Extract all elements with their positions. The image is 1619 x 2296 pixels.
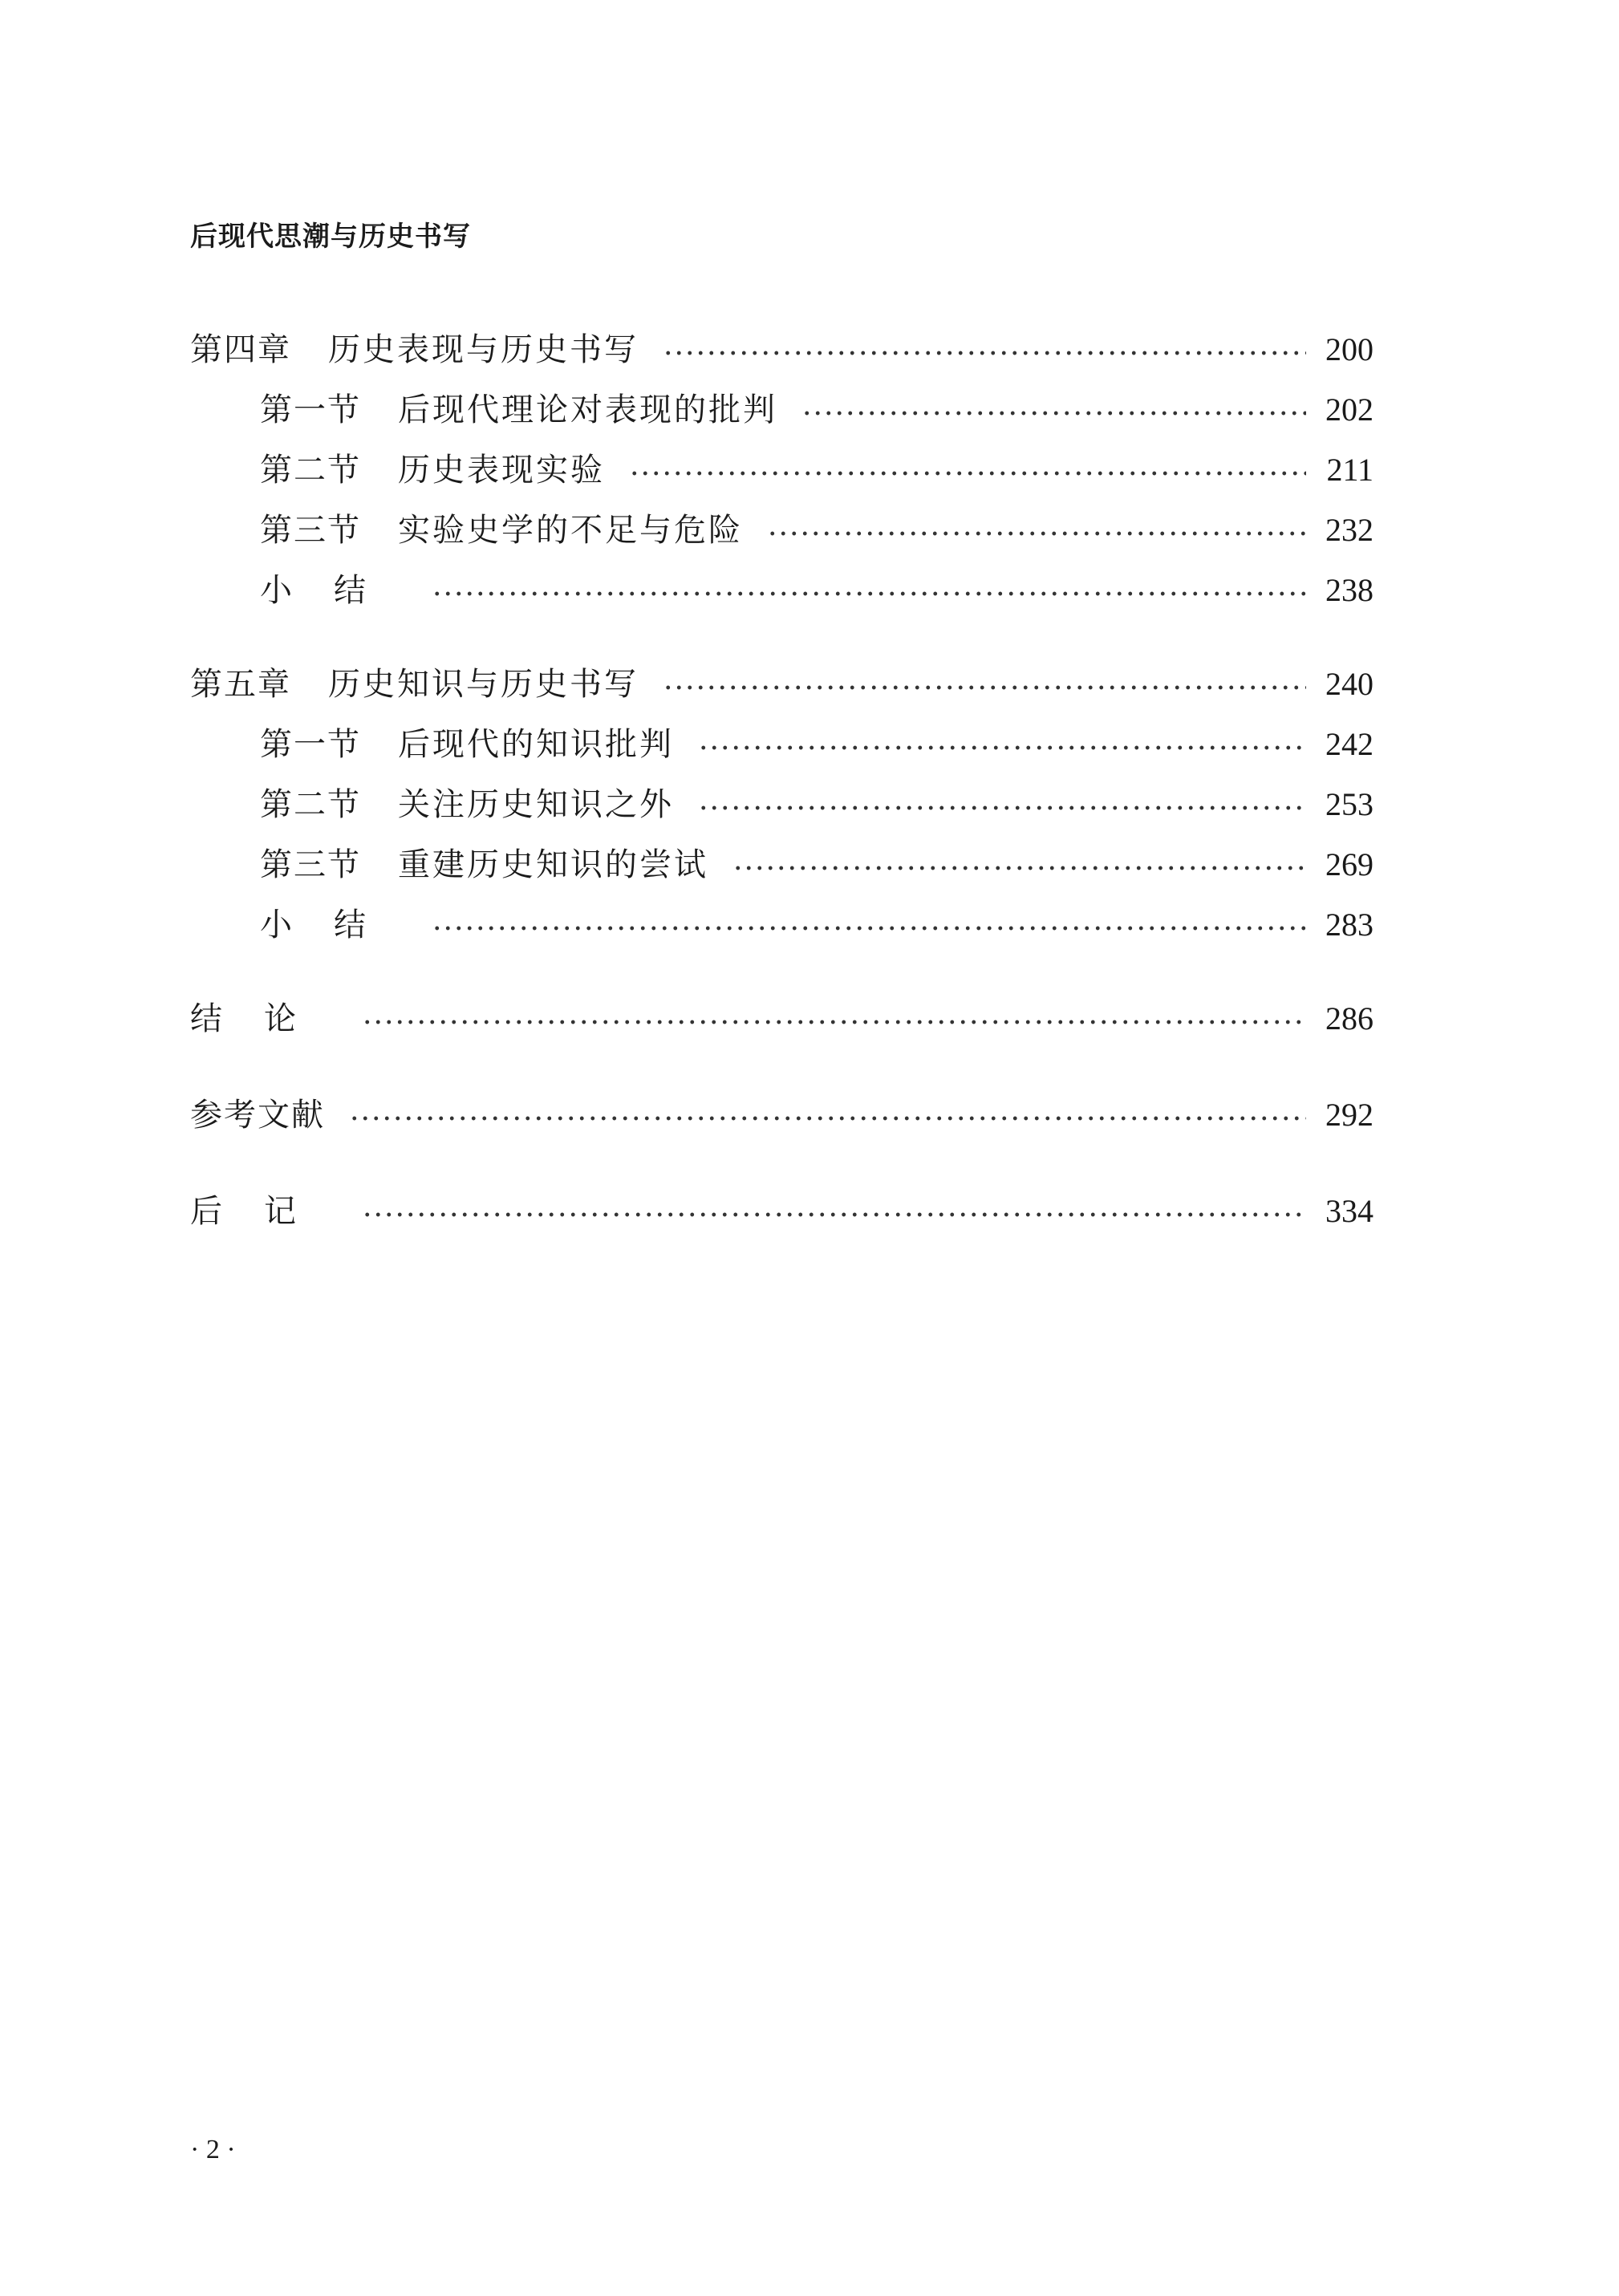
- toc-label: 参考文献: [190, 1097, 325, 1134]
- toc-label: 第五章: [190, 666, 291, 703]
- toc-page-number: 253: [1325, 786, 1374, 822]
- dot-leader: [732, 842, 1306, 887]
- toc-title: 重建历史知识的尝试: [398, 846, 708, 883]
- toc-entry-references[interactable]: [190, 1093, 1374, 1138]
- dot-leader: [362, 1189, 1306, 1234]
- dot-leader: [362, 996, 1306, 1041]
- toc-title: 历史表现与历史书写: [328, 331, 639, 368]
- dot-leader: [801, 387, 1306, 432]
- toc-label: 结论: [190, 1000, 338, 1037]
- toc-page-number: 211: [1326, 452, 1374, 488]
- toc-entry-section[interactable]: [260, 448, 1374, 493]
- toc-entry-chapter-4[interactable]: [190, 327, 1374, 372]
- toc-label: 小结: [260, 907, 408, 943]
- toc-entry-summary[interactable]: [260, 903, 1374, 947]
- toc-label: 后记: [190, 1193, 338, 1230]
- toc-title: 历史表现实验: [398, 452, 605, 489]
- dot-leader: [663, 662, 1306, 707]
- toc-page-number: 283: [1325, 907, 1374, 943]
- toc-title: 历史知识与历史书写: [328, 666, 639, 703]
- toc-title: 实验史学的不足与危险: [398, 512, 743, 549]
- toc-entry-chapter-5[interactable]: [190, 662, 1374, 707]
- toc-title: 后现代的知识批判: [398, 726, 674, 763]
- toc-entry-section[interactable]: [260, 508, 1374, 553]
- toc-page-number: 292: [1325, 1097, 1374, 1133]
- running-head: 后现代思潮与历史书写: [190, 221, 471, 253]
- toc-page-number: 238: [1325, 572, 1374, 608]
- dot-leader: [629, 448, 1306, 493]
- dot-leader: [349, 1093, 1306, 1138]
- toc-page-number: 200: [1325, 331, 1374, 367]
- toc-page-number: 269: [1325, 846, 1374, 882]
- toc-label: 小结: [260, 572, 408, 609]
- page-number-footer: · 2 ·: [190, 2135, 236, 2164]
- dot-leader: [698, 722, 1306, 767]
- toc-label: 第一节: [260, 726, 361, 763]
- toc-label: 第一节: [260, 391, 361, 428]
- dot-leader: [432, 903, 1306, 947]
- toc-label: 第二节: [260, 786, 361, 823]
- toc-label: 第四章: [190, 331, 291, 368]
- toc-entry-section[interactable]: [260, 722, 1374, 767]
- toc-label: 第三节: [260, 512, 361, 549]
- toc-label: 第二节: [260, 452, 361, 489]
- toc-page-number: 240: [1325, 666, 1374, 702]
- toc-entry-section[interactable]: [260, 842, 1374, 887]
- toc-entry-section[interactable]: [260, 782, 1374, 827]
- toc-label: 第三节: [260, 846, 361, 883]
- dot-leader: [698, 782, 1306, 827]
- dot-leader: [663, 327, 1306, 372]
- toc-page-number: 242: [1325, 726, 1374, 762]
- dot-leader: [432, 568, 1306, 613]
- toc-entry-section[interactable]: [260, 387, 1374, 432]
- toc-entry-afterword[interactable]: [190, 1189, 1374, 1234]
- toc-title: 关注历史知识之外: [398, 786, 674, 823]
- toc-page-number: 334: [1325, 1193, 1374, 1229]
- toc-page-number: 286: [1325, 1000, 1374, 1036]
- toc-page-number: 202: [1325, 391, 1374, 428]
- toc-entry-summary[interactable]: [260, 568, 1374, 613]
- toc-page-number: 232: [1325, 512, 1374, 548]
- toc-entry-conclusion[interactable]: [190, 996, 1374, 1041]
- dot-leader: [767, 508, 1306, 553]
- toc-title: 后现代理论对表现的批判: [398, 391, 777, 428]
